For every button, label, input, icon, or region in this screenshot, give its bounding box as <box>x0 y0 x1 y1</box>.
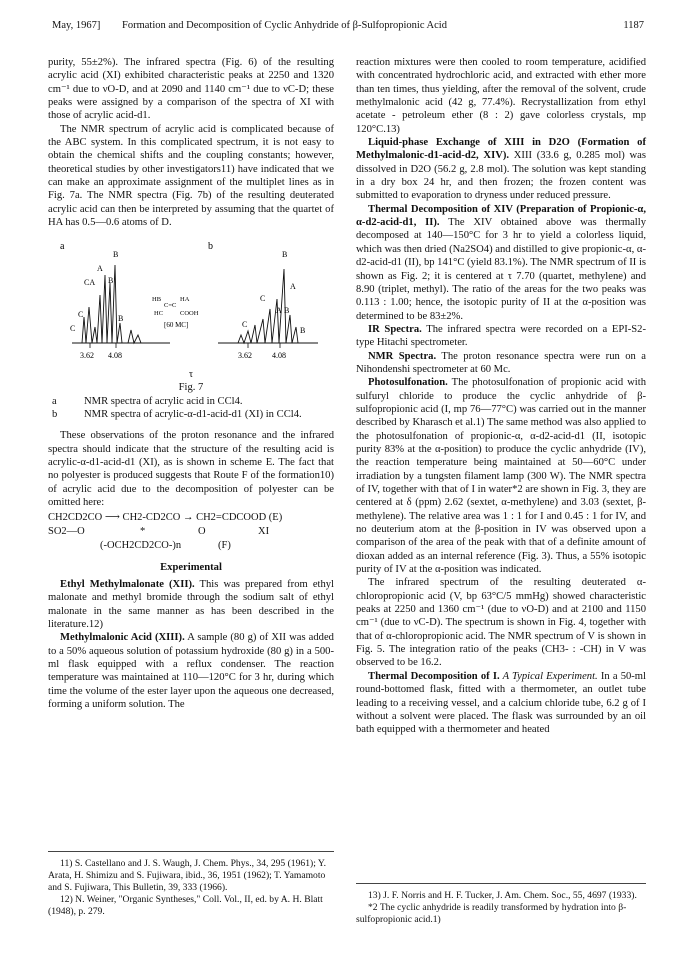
caption-text: NMR spectra of acrylic-α-d1-acid-d1 (XI) in CCl4. <box>84 408 302 420</box>
paragraph-text: The proton resonance spectra were run on a Nihondenshi spectrometer at 60 Mc. <box>356 350 646 375</box>
subheading: IR Spectra. <box>368 323 422 335</box>
peak-label: C <box>260 294 266 304</box>
scheme-token: * <box>140 525 146 537</box>
spectrometer-frequency: [60 MC] <box>164 321 189 330</box>
tick-label: 4.08 <box>108 351 122 361</box>
paragraph-text: In a 50-ml round-bottomed flask, fitted with a thermometer, an outlet tube leading to a receiving vessel, and a calcium chloride tube, 6.2 g of I without a solvent were placed. The flask was surrounded by an oil bath equipped with a thermometer and heated <box>356 670 646 736</box>
peak-label: B <box>284 306 290 316</box>
paragraph: The infrared spectrum of the resulting deuterated α-chloropropionic acid (V, bp 63°C/5 mmHg) showed characteristic peaks at 2250 and 1360 cm⁻¹ (due to νO-D) and at 2100 and 1150 cm⁻¹ (due to νC-D). The spectrum is shown in Fig. 4, together with that of α-chloropropionic acid. The NMR spectrum of V is shown in Fig. 5. The integration ratio of the peaks (CH3- : -CH) in V was observed to be 16.2. <box>356 577 646 669</box>
subheading: Methylmalonic Acid (XIII). <box>60 632 185 644</box>
peak-label: B <box>113 250 119 260</box>
footnotes-left <box>48 851 334 918</box>
caption-key: b <box>52 408 58 420</box>
paragraph <box>356 323 646 350</box>
paragraph-text: The photosulfonation of propionic acid with sulfuryl chloride to produce the cyclic anhydride of β-sulfopropionic acid (I, mp 76—77°C) was carried out in the manner described by Kharasch et al.1) The same method was also applied to the photosulfonation of propionic-α, α-d2-acid-d1 (II, isotopic purity 83% at the α-position) to produce the cyclic anhydride (IV), the reaction temperature being maintained at 50—60°C under irradiation by a tungsten filament lamp (300 W). The NMR spectra of IV, together with that of I in water*2 are shown in Fig. 3, they are centered at δ (ppm) 2.62 (sextet, α-methylene) and 3.03 (sextet, β-methylene). The relative area was 1 : 1 for I and 0.45 : 1 for IV, and no deuterium atom at the β-position in IV was observed upon a comparison of the area of the peak with that of a definite amount of dioxan added as an internal reference (Fig. 3). Thus, a 55% isotopic purity of IV at the α-position was indicated. <box>356 377 646 576</box>
page-number: 1187 <box>623 20 644 31</box>
subheading: Photosulfonation. <box>368 377 448 389</box>
figure-title: Fig. 7 <box>178 382 204 394</box>
paragraph-text: The infrared spectra were recorded on a EPI-S2-type Hitachi spectrometer. <box>356 323 646 349</box>
scheme-token: XI <box>258 525 270 537</box>
footnote: 11) S. Castellano and J. S. Waugh, J. Chem. Phys., 34, 295 (1961); Y. Arata, H. Shimizu and S. Fujiwara, ibid., 36, 1951 (1962); T. Yamamoto and S. Fujiwara, This Bulletin, 39, 333 (1966). <box>48 858 326 893</box>
paragraph: These observations of the proton resonance and the infrared spectra should indicate that the structure of the resulting acid is acrylic-α-d1-acid-d1 (XI), as is shown in scheme E. The fact that no polyester is produced suggests that Route F of the formation10) of acrylic acid due to the decomposition of polyester can be omitted here: <box>48 430 334 508</box>
footnote: 12) N. Weiner, "Organic Syntheses," Coll. Vol., II, ed. by A. H. Blatt (1948), p. 279. <box>48 894 323 917</box>
tick-label: 3.62 <box>238 351 252 361</box>
paragraph-text: The XIV obtained above was thermally decomposed at 140—150°C for 3 hr to yield a colorless liquid, which was then dried (Na2SO4) and distilled to give propionic-α, α-d2-acid-d1 (II), bp 141°C (yield 83.1%). The NMR spectrum of II is shown as Fig. 2; it is centered at τ 7.70 (quartet, methylene) and 8.90 (triplet, methyl). The ratio of the areas for the two peaks was 0.113 : 1.00; hence, the isotopic purity of II at the α-position was determined to be 83±2%. <box>356 217 647 322</box>
spectrum-a <box>72 265 170 343</box>
paragraph <box>356 350 646 377</box>
right-column <box>356 56 646 737</box>
axis-tau: τ <box>188 368 194 380</box>
scheme-token: O <box>198 525 206 537</box>
peak-label: C <box>70 324 76 334</box>
peak-label: C <box>242 320 248 330</box>
caption-text: NMR spectra of acrylic acid in CCl4. <box>84 395 243 407</box>
scheme-line: CH2CD2CO ⟶ CH2-CD2CO → CH2=CDCOOD (E) <box>48 512 283 524</box>
paragraph: The NMR spectrum of acrylic acid is complicated because of the ABC system. In this complicated spectrum, it is not easy to obtain the chemical shifts and the coupling constants; however, theoretical studies by other investigators11) have indicated that we can make an approximate assignment of the multiplet lines as in Fig. 7a. The NMR spectra (Fig. 7b) of the resulting deuterated acrylic acid can then be interpreted by assuming that the quartet of HA has 0.5—0.6 atoms of D. <box>48 123 334 229</box>
paragraph <box>356 136 646 203</box>
peak-label: A <box>290 282 296 292</box>
paragraph-text: This was prepared from ethyl malonate and methyl bromide through the sodium salt of ethyl malonate in the same manner as has been described in the literature.12) <box>48 578 335 630</box>
paragraph <box>356 203 646 323</box>
footnotes-right <box>356 883 646 926</box>
molecule-cc: C=C <box>164 302 177 310</box>
nmr-spectra-figure <box>48 235 334 365</box>
scheme-token: SO2—O <box>48 525 85 537</box>
peak-label: B <box>108 276 114 286</box>
paragraph-text: XIII (33.6 g, 0.285 mol) was dissolved in D2O (56.2 g, 2.8 mol). The solution was kept standing in a dry box 24 hr, and then frozen; the frozen content was submitted to evaporation to dryness under reduced pressure. <box>356 150 646 202</box>
subheading: Thermal Decomposition of I. <box>368 670 500 682</box>
caption-key: a <box>52 395 57 407</box>
peak-label: B <box>300 326 306 336</box>
tick-label: 4.08 <box>272 351 286 361</box>
molecule-ha: HA <box>180 296 190 304</box>
subheading: Ethyl Methylmalonate (XII). <box>60 578 195 590</box>
paragraph: purity, 55±2%). The infrared spectra (Fig. 6) of the resulting acrylic acid (XI) exhibited characteristic peaks at 2250 and 1320 cm⁻¹ due to νO-D, and at 2090 and 1140 cm⁻¹ due to νC-D; these peaks were assigned by a comparison of the spectra of XI with those of acrylic acid-d1. <box>48 57 334 122</box>
footnote: *2 The cyclic anhydride is readily transformed by hydration into β-sulfopropionic acid.1) <box>356 902 627 925</box>
tick-label: 3.62 <box>80 351 94 361</box>
peak-label: B <box>118 314 124 324</box>
footnote: 13) J. F. Norris and H. F. Tucker, J. Am. Chem. Soc., 55, 4697 (1933). <box>368 890 637 901</box>
reaction-scheme <box>48 511 334 554</box>
figure-caption <box>48 395 334 422</box>
header-date: May, 1967] <box>52 20 101 31</box>
paragraph <box>356 376 646 576</box>
paragraph <box>356 670 646 737</box>
left-column <box>48 56 334 711</box>
molecule-hb: HB <box>152 296 162 304</box>
scheme-token: (-OCH2CD2CO-)n <box>100 539 182 551</box>
paragraph <box>48 578 334 631</box>
peak-label: A <box>97 264 103 274</box>
subheading: NMR Spectra. <box>368 350 437 362</box>
peak-label: B <box>282 250 288 260</box>
paragraph-text: A sample (80 g) of XII was added to a 50% aqueous solution of potassium hydroxide (80 g) in a 500-ml flask equipped with a reflux condenser. The reaction temperature was maintained at 110—120°C for 3 hr, during which time the volume of the ester layer upon the aqueous one decreased, forming a uniform solution. The <box>48 632 334 711</box>
subheading-italic: A Typical Experiment. <box>499 670 598 682</box>
scheme-token: (F) <box>218 539 231 551</box>
panel-a-label: a <box>60 241 65 253</box>
section-heading: Experimental <box>160 561 222 573</box>
molecule-cooh: COOH <box>180 310 199 318</box>
molecule-hc: HC <box>154 310 164 318</box>
subheading: Liquid-phase Exchange of XIII in D2O (Formation of Methylmalonic-d1-acid-d2, XIV). <box>356 137 646 162</box>
peak-label: CA <box>84 278 96 288</box>
figure-7 <box>48 235 334 421</box>
header-title: Formation and Decomposition of Cyclic Anhydride of β-Sulfopropionic Acid <box>122 20 447 31</box>
panel-b-label: b <box>208 241 213 253</box>
subheading: Thermal Decomposition of XIV (Preparation of Propionic-α, α-d2-acid-d1, II). <box>356 203 646 229</box>
peak-label: C <box>78 310 84 320</box>
paragraph <box>48 631 334 711</box>
peak-label: A <box>276 306 282 316</box>
paragraph: reaction mixtures were then cooled to room temperature, acidified with concentrated hydrochloric acid, and extracted with ether more than ten times, thus yielding, after the removal of the solvent, crude methylmalonic acid (42 g, 77.4%). Recrystallization from ethyl acetate - petroleum ether (8 : 2) gave colorless crystals, mp 120°C.13) <box>356 57 646 135</box>
